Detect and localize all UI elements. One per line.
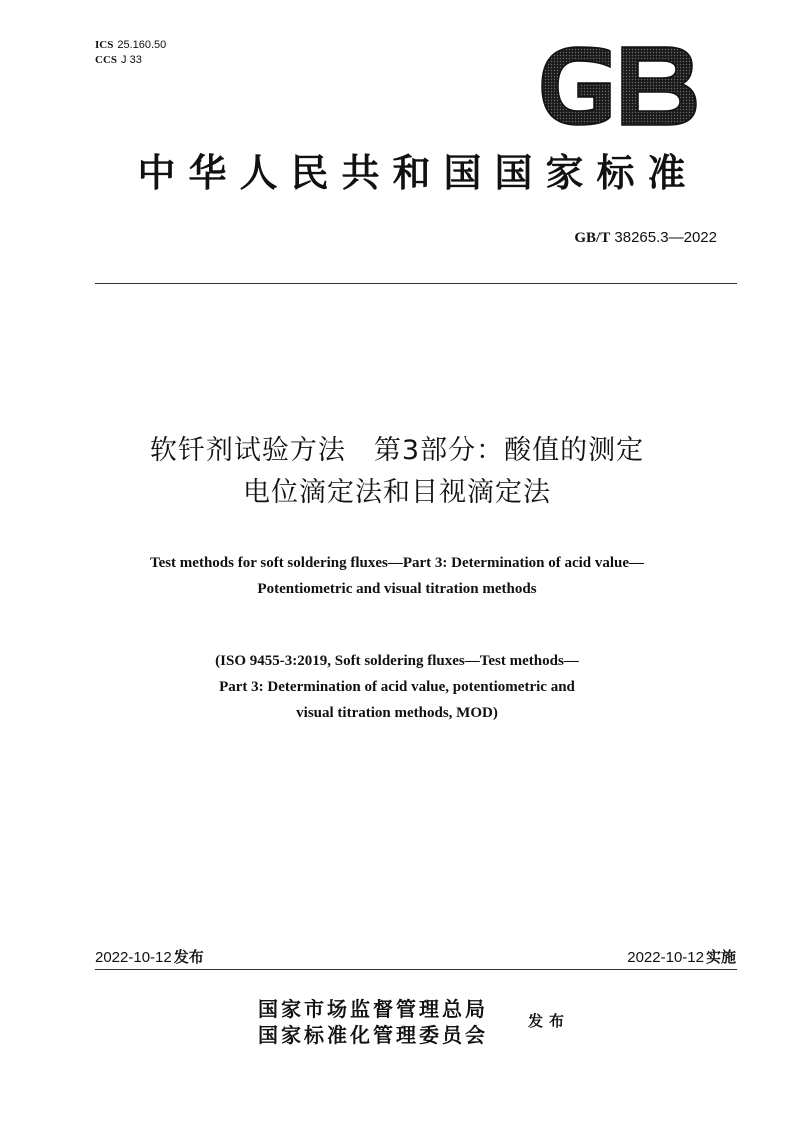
footer-divider <box>95 969 737 970</box>
issuing-organizations <box>258 996 488 1048</box>
english-title-line-1: Test methods for soft soldering fluxes—Part 3: Determination of acid value— <box>149 555 645 571</box>
effective-date <box>627 946 736 969</box>
ccs-code <box>95 53 166 68</box>
ics-value: 25.160.50 <box>117 39 167 51</box>
ics-label: ICS <box>95 39 114 51</box>
standard-number-value: 38265.3—2022 <box>614 229 717 246</box>
standard-number <box>440 228 717 248</box>
iso-reference-line-2: Part 3: Determination of acid value, potentiometric and <box>219 679 575 695</box>
standard-number-prefix: GB/T <box>574 230 611 246</box>
ccs-value: J 33 <box>121 54 142 66</box>
chinese-title-line-1: 软钎剂试验方法 第3部分：酸值的测定 <box>149 435 645 466</box>
chinese-title <box>40 430 754 514</box>
english-title <box>60 550 734 602</box>
issue-label: 发布 <box>528 1012 571 1030</box>
standard-category-title: 中华人民共和国国家标准 <box>137 150 699 195</box>
effective-date-value: 2022-10-12 <box>627 949 704 966</box>
ics-code <box>95 38 166 53</box>
ccs-label: CCS <box>95 54 118 66</box>
gb-logo-b <box>622 47 696 125</box>
effective-date-label: 实施 <box>705 948 736 966</box>
publish-date-value: 2022-10-12 <box>95 949 172 966</box>
english-title-line-2: Potentiometric and visual titration methods <box>257 581 537 597</box>
iso-reference <box>120 648 674 726</box>
gb-logo-g <box>542 47 610 125</box>
gb-logo <box>538 45 698 127</box>
chinese-title-line-2: 电位滴定法和目视滴定法 <box>243 477 551 508</box>
publish-date <box>95 946 204 969</box>
iso-reference-line-1: (ISO 9455-3:2019, Soft soldering fluxes—Test methods— <box>215 653 579 669</box>
issuer-sac: 国家标准化管理委员会 <box>258 1023 488 1047</box>
issuer-samr: 国家市场监督管理总局 <box>258 997 488 1021</box>
iso-reference-line-3: visual titration methods, MOD) <box>296 705 498 721</box>
classification-codes <box>95 38 166 68</box>
header-divider <box>95 283 737 284</box>
publish-date-label: 发布 <box>173 948 204 966</box>
